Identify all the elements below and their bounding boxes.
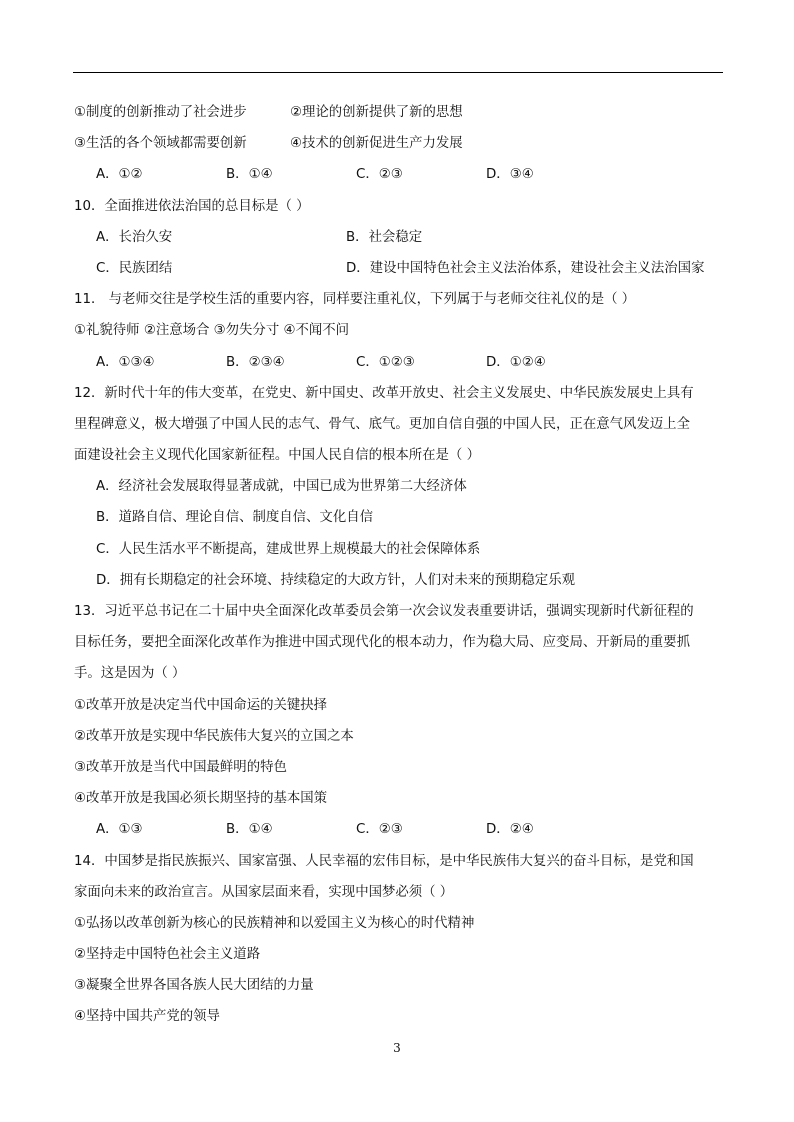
option-d[interactable]: D．③④ (486, 167, 534, 183)
option-c[interactable]: C．民族团结 (96, 260, 173, 276)
q11-stem: 11． 与老师交往是学校生活的重要内容，同样要注重礼仪，下列属于与老师交往礼仪的是（ ） (74, 292, 636, 308)
q11-statements: ①礼貌待师 ②注意场合 ③勿失分寸 ④不闻不问 (74, 323, 350, 339)
statement-row (74, 128, 734, 159)
option-a[interactable]: A．①③④ (96, 354, 155, 370)
statement-1: ①改革开放是决定当代中国命运的关键抉择 (74, 697, 328, 713)
q14-stem-line2: 家面向未来的政治宣言。从国家层面来看，实现中国梦必须（ ） (74, 884, 454, 900)
option-c[interactable]: C．人民生活水平不断提高，建成世界上规模最大的社会保障体系 (96, 541, 481, 557)
option-b[interactable]: B．①④ (226, 822, 273, 838)
option-b[interactable]: B．①④ (226, 167, 273, 183)
option-b[interactable]: B．道路自信、理论自信、制度自信、文化自信 (96, 510, 373, 526)
option-d[interactable]: D．①②④ (486, 354, 546, 370)
q12-stem-line3: 面建设社会主义现代化国家新征程。中国人民自信的根本所在是（ ） (74, 448, 480, 464)
option-d[interactable]: D．建设中国特色社会主义法治体系，建设社会主义法治国家 (346, 260, 705, 276)
statement-4: ④技术的创新促进生产力发展 (290, 136, 463, 152)
question-content (74, 97, 734, 1033)
statement-1: ①制度的创新推动了社会进步 (74, 105, 247, 120)
option-c[interactable]: C．②③ (356, 822, 403, 838)
option-a[interactable]: A．长治久安 (96, 229, 173, 245)
q13-stem-line2: 目标任务，要把全面深化改革作为推进中国式现代化的根本动力，作为稳大局、应变局、开新局的重要抓 (74, 635, 690, 651)
q13-options (74, 814, 734, 845)
option-b[interactable]: B．②③④ (226, 354, 285, 370)
option-c[interactable]: C．①②③ (356, 354, 415, 370)
q10-options-row1 (74, 222, 734, 253)
option-a[interactable]: A．①③ (96, 822, 143, 838)
page-number: 3 (393, 1041, 401, 1055)
header-rule (73, 72, 723, 73)
statement-3: ③凝聚全世界各国各族人民大团结的力量 (74, 978, 314, 994)
q13-stem-line1: 13．习近平总书记在二十届中央全面深化改革委员会第一次会议发表重要讲话，强调实现新时代新征程的 (74, 604, 694, 619)
q10-options-row2 (74, 253, 734, 284)
option-d[interactable]: D．拥有长期稳定的社会环境、持续稳定的大政方针，人们对未来的预期稳定乐观 (96, 572, 575, 588)
option-a[interactable]: A．经济社会发展取得显著成就，中国已成为世界第二大经济体 (96, 479, 467, 495)
option-c[interactable]: C．②③ (356, 167, 403, 183)
q12-stem-line2: 里程碑意义，极大增强了中国人民的志气、骨气、底气。更加自信自强的中国人民，正在意气风发迈上全 (74, 416, 690, 432)
q13-stem-line3: 手。这是因为（ ） (74, 666, 186, 682)
q12-stem-line1: 12．新时代十年的伟大变革，在党史、新中国史、改革开放史、社会主义发展史、中华民族发展史上具有 (74, 385, 694, 401)
option-b[interactable]: B．社会稳定 (346, 229, 423, 245)
q14-stem-line1: 14．中国梦是指民族振兴、国家富强、人民幸福的宏伟目标，是中华民族伟大复兴的奋斗目标，是党和国 (74, 853, 694, 869)
statement-4: ④坚持中国共产党的领导 (74, 1009, 220, 1025)
q11-options (74, 347, 734, 378)
option-a[interactable]: A．①② (96, 167, 143, 183)
q9-options (74, 159, 734, 190)
q10-stem: 10．全面推进依法治国的总目标是（ ） (74, 198, 310, 214)
statement-3: ③生活的各个领域都需要创新 (74, 136, 247, 152)
statement-4: ④改革开放是我国必须长期坚持的基本国策 (74, 791, 328, 807)
statement-1: ①弘扬以改革创新为核心的民族精神和以爱国主义为核心的时代精神 (74, 915, 475, 931)
statement-2: ②坚持走中国特色社会主义道路 (74, 947, 261, 963)
statement-3: ③改革开放是当代中国最鲜明的特色 (74, 759, 287, 775)
statement-2: ②改革开放是实现中华民族伟大复兴的立国之本 (74, 728, 354, 744)
statement-row (74, 97, 734, 128)
statement-2: ②理论的创新提供了新的思想 (290, 105, 463, 120)
option-d[interactable]: D．②④ (486, 822, 534, 838)
